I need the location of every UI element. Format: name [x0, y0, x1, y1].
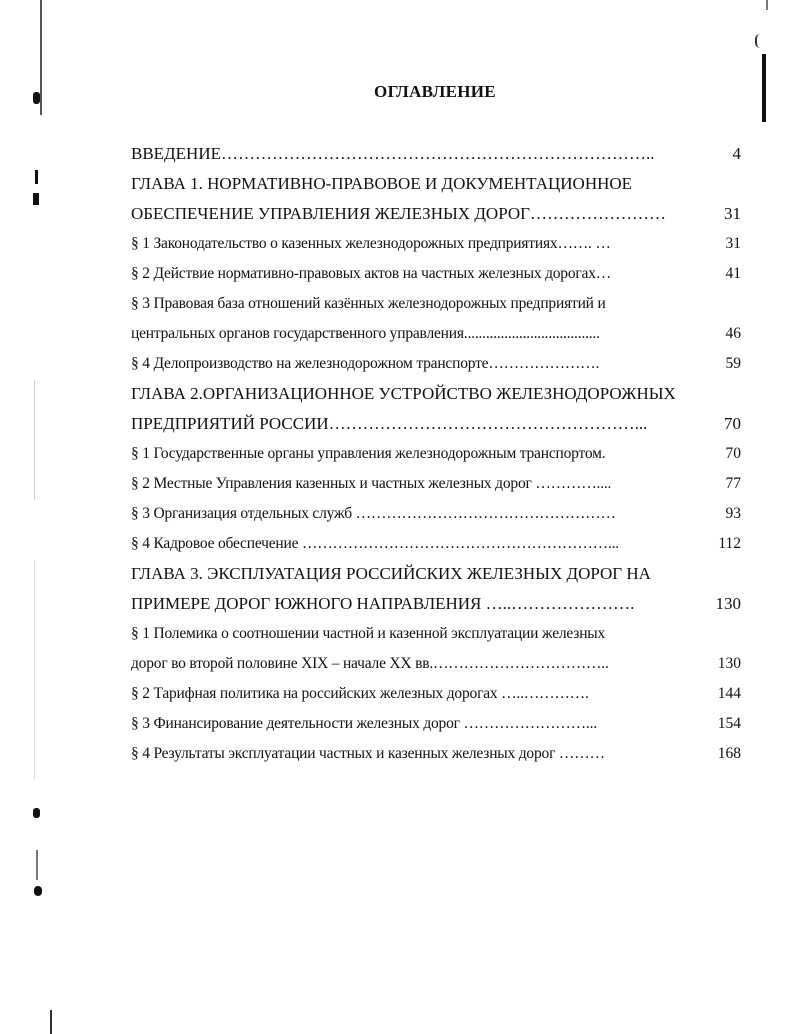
toc-section-line [131, 649, 741, 679]
toc-entry-text: § 1 Законодательство о казенных железнодорожных предприятиях……. … [131, 235, 611, 252]
toc-section-line [131, 469, 741, 499]
toc-entry-text: дорог во второй половине XIX – начале XX вв.…………………………….. [131, 655, 609, 672]
toc-page-number: 77 [725, 475, 741, 492]
toc-section-line [131, 709, 741, 739]
scan-mark [766, 0, 768, 10]
toc-page-number: 144 [717, 685, 741, 702]
scan-mark [755, 34, 760, 48]
toc-page-number: 130 [717, 655, 741, 672]
toc-chapter-line [131, 559, 741, 589]
scan-mark [33, 808, 40, 818]
toc-entry-text: § 4 Результаты эксплуатации частных и казенных железных дорог ……… [131, 745, 605, 762]
scan-mark [35, 170, 38, 184]
toc-section-line [131, 499, 741, 529]
toc-chapter-line [131, 589, 741, 619]
toc-entry-text: § 2 Местные Управления казенных и частных железных дорог ………….... [131, 475, 612, 492]
scan-mark [33, 193, 39, 205]
table-of-contents [131, 139, 741, 769]
toc-entry-text: ГЛАВА 3. ЭКСПЛУАТАЦИЯ РОССИЙСКИХ ЖЕЛЕЗНЫХ ДОРОГ НА [131, 564, 651, 583]
toc-section-line [131, 619, 741, 649]
toc-section-line [131, 229, 741, 259]
toc-page-number: 154 [717, 715, 741, 732]
toc-page-number: 130 [715, 594, 741, 613]
toc-page-number: 93 [725, 505, 741, 522]
toc-entry-text: § 4 Кадровое обеспечение ……………………………………………………... [131, 535, 619, 552]
toc-entry-text: ПРЕДПРИЯТИЙ РОССИИ………………………………………………... [131, 414, 648, 433]
toc-page-number: 70 [724, 414, 741, 433]
toc-section-line [131, 439, 741, 469]
toc-entry-text: ГЛАВА 1. НОРМАТИВНО-ПРАВОВОЕ И ДОКУМЕНТАЦИОННОЕ [131, 174, 633, 193]
scan-mark [50, 1010, 52, 1034]
page-title: ОГЛАВЛЕНИЕ [374, 82, 496, 101]
toc-chapter-line [131, 169, 741, 199]
toc-page-number: 168 [717, 745, 741, 762]
toc-chapter-line [131, 139, 741, 169]
scan-mark [34, 380, 35, 500]
toc-section-line [131, 319, 741, 349]
toc-page-number: 46 [725, 325, 741, 342]
toc-page-number: 70 [725, 445, 741, 462]
toc-section-line [131, 679, 741, 709]
toc-entry-text: ВВЕДЕНИЕ………………………………………………………………….. [131, 144, 655, 163]
toc-chapter-line [131, 379, 741, 409]
scan-mark [34, 886, 42, 896]
toc-section-line [131, 349, 741, 379]
toc-page-number: 41 [725, 265, 741, 282]
toc-page-number: 112 [718, 535, 741, 552]
toc-page-number: 31 [724, 204, 741, 223]
toc-chapter-line [131, 409, 741, 439]
toc-page-number: 59 [725, 355, 741, 372]
toc-entry-text: ГЛАВА 2.ОРГАНИЗАЦИОННОЕ УСТРОЙСТВО ЖЕЛЕЗНОДОРОЖНЫХ [131, 384, 676, 403]
toc-page-number: 4 [732, 144, 741, 163]
scan-mark [34, 560, 35, 780]
toc-entry-text: § 3 Финансирование деятельности железных дорог ……………………... [131, 715, 597, 732]
toc-page-number: 31 [725, 235, 741, 252]
toc-entry-text: § 3 Правовая база отношений казённых железнодорожных предприятий и [131, 295, 606, 312]
toc-section-line [131, 259, 741, 289]
toc-entry-text: § 1 Полемика о соотношении частной и казенной эксплуатации железных [131, 625, 606, 642]
toc-entry-text: ПРИМЕРЕ ДОРОГ ЮЖНОГО НАПРАВЛЕНИЯ …..…………………. [131, 594, 635, 613]
toc-entry-text: § 4 Делопроизводство на железнодорожном транспорте…………………. [131, 355, 600, 372]
toc-section-line [131, 289, 741, 319]
scan-mark [36, 850, 38, 880]
toc-entry-text: ОБЕСПЕЧЕНИЕ УПРАВЛЕНИЯ ЖЕЛЕЗНЫХ ДОРОГ…………………… [131, 204, 666, 223]
toc-chapter-line [131, 199, 741, 229]
toc-entry-text: § 3 Организация отдельных служб …………………………………………… [131, 505, 616, 522]
toc-entry-text: центральных органов государственного управления..................................... [131, 325, 600, 342]
toc-section-line [131, 739, 741, 769]
toc-entry-text: § 1 Государственные органы управления железнодорожным транспортом. [131, 445, 606, 462]
toc-entry-text: § 2 Действие нормативно-правовых актов на частных железных дорогах… [131, 265, 612, 282]
toc-section-line [131, 529, 741, 559]
toc-entry-text: § 2 Тарифная политика на российских железных дорогах …..…………. [131, 685, 589, 702]
